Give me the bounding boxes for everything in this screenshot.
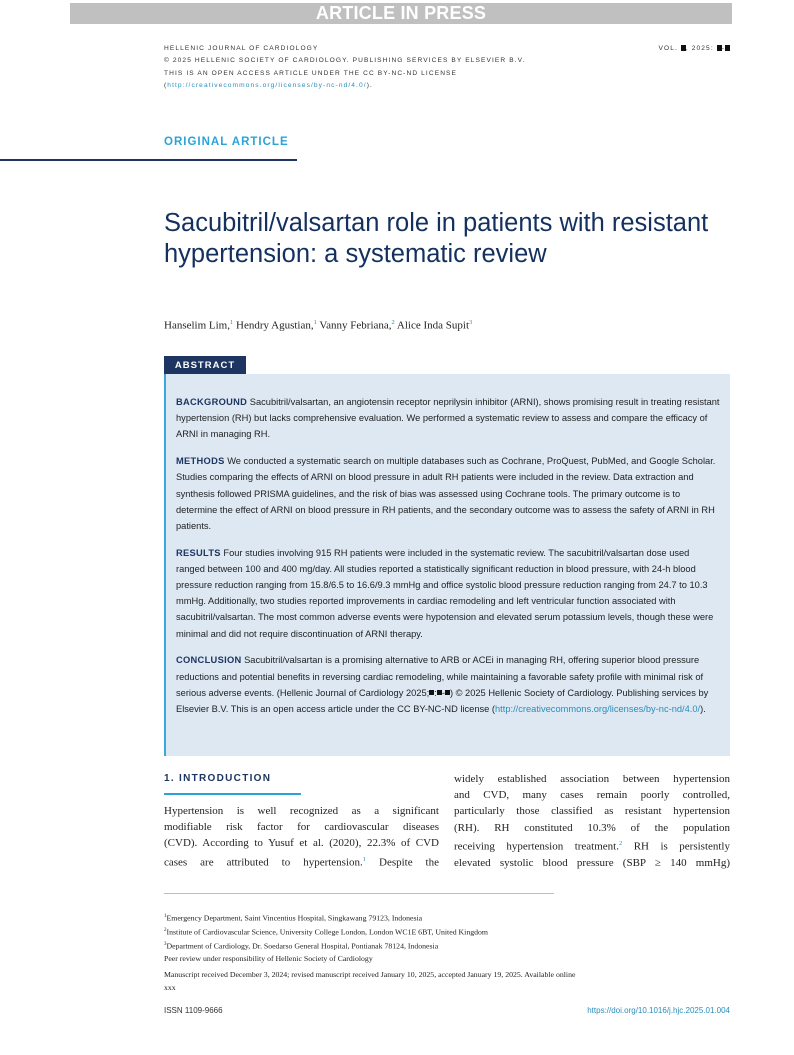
volume-info [659,43,730,55]
results-label: RESULTS [176,547,221,558]
text-line: modifiable risk factor for cardiovascular diseases [164,821,439,834]
introduction-left-column [164,803,439,870]
text-line: Hypertension is well recognized as a significant [164,805,439,817]
issn: ISSN 1109-9666 [164,1006,223,1015]
introduction-right-column [454,771,730,871]
author: Hanselim Lim, [164,319,230,332]
running-head [164,43,730,92]
footnote-number: 3 [164,942,167,947]
footnote-separator [164,893,554,894]
text-fragment: cases are attributed to hypertension. [164,856,363,869]
background-label: BACKGROUND [176,397,248,407]
text-line: particularly those classified as resistant hypertension [454,805,730,818]
license-link[interactable]: http://creativecommons.org/licenses/by-nc-nd/4.0/ [495,703,701,714]
text-line: (CVD). According to Yusuf et al. (2020), 22.3% of CVD [164,837,439,850]
footnote-text: Department of Cardiology, Dr. Soedarso General Hospital, Pontianak 78124, Indonesia [166,941,439,951]
footnote-text: Emergency Department, Saint Vincentius Hospital, Singkawang 79123, Indonesia [166,913,423,923]
placeholder-block [725,45,730,51]
reference-link[interactable]: 2 [618,839,623,847]
footnote-text: Institute of Cardiovascular Science, University College London, London WC1E 6BT, United Kingdom [166,927,488,937]
manuscript-dates [164,968,575,994]
affiliation-ref[interactable]: 1 [230,319,234,326]
introduction-rule [164,793,301,795]
affiliation-footnote [164,911,488,925]
volume-prefix: VOL. [658,45,678,52]
license-url-line [164,80,730,92]
text-line: widely established association between hypertension [454,773,730,785]
methods-label: METHODS [176,456,225,467]
citation-suffix: ) © 2025 Hellenic Society of Cardiology. Publishing services by Elsevier B.V. This is an open access article under the CC BY-NC-ND license ( [176,687,709,714]
footnote-number: 2 [164,928,167,933]
text-fragment: Despite the [366,856,439,869]
volume-dash: - [721,45,725,52]
abstract-background [176,394,720,443]
copyright-line: © 2025 HELLENIC SOCIETY OF CARDIOLOGY. PUBLISHING SERVICES BY ELSEVIER B.V. [164,57,526,65]
text-line: elevated systolic blood pressure (SBP ≥ 140 mmHg) [454,856,730,869]
background-text: Sacubitril/valsartan, an angiotensin receptor neprilysin inhibitor (ARNI), shows promising result in treating resistant hypertension (RH) but lacks comprehensive evaluation. We performed a systematic review to assess and compare the efficacy of ARNI in managing RH. [176,397,720,440]
license-line: THIS IS AN OPEN ACCESS ARTICLE UNDER THE CC BY-NC-ND LICENSE [164,69,458,77]
text-fragment: receiving hypertension treatment. [454,840,619,853]
footnote-number: 1 [164,914,167,919]
license-close: ). [700,703,706,714]
reference-link[interactable]: 1 [362,855,367,863]
text-line: and CVD, many cases remain poorly controlled, [454,789,730,802]
footnotes [164,911,488,965]
affiliation-footnote [164,925,488,939]
abstract-results [176,545,720,642]
text-fragment: RH is persistently [622,840,730,853]
conclusion-text: Sacubitril/valsartan is a promising alternative to ARB or ACEi in managing RH, offering superior blood pressure reductions and potential benefits in reversing cardiac remodeling, while maintaining a favorable safety profile with minimal risk of serious adverse events. [176,655,704,698]
paren-open: ( [164,81,168,89]
affiliation-ref[interactable]: 3 [469,319,473,326]
author: Alice Inda Supit [396,319,470,332]
citation-dash: - [441,687,445,698]
author-list [164,319,472,332]
paren-close: ). [366,81,373,89]
text-line: (RH). RH constituted 10.3% of the population [454,821,730,834]
author: Hendry Agustian, [236,319,314,332]
journal-name: HELLENIC JOURNAL OF CARDIOLOGY [164,45,319,52]
results-text: Four studies involving 915 RH patients were included in the systematic review. The sacubitril/valsartan dose used ranged between 100 and 400 mg/day. All studies reported a statistically significant reduction in blood pressure, with 24-h blood pressure reduction ranging from 15.8/6.5 to 16.6/9.3 mmHg and office systolic blood pressure reduction ranging from 24.7 to 10.3 mmHg. Additionally, two studies reported improvements in cardiac remodeling and left ventricular function associated with sacubitril/valsartan. The most common adverse events were hypotension and elevated serum potassium levels, though these were minimal and did not require discontinuation of ARNI therapy. [176,547,714,639]
author: Vanny Febriana, [319,319,392,332]
text-line [454,836,730,855]
abstract-tab: ABSTRACT [164,356,246,375]
affiliation-ref[interactable]: 2 [391,319,395,326]
abstract-conclusion [176,652,720,717]
manuscript-history: Manuscript received December 3, 2024; revised manuscript received January 10, 2025, accepted January 19, 2025. Available online [164,970,576,979]
abstract-methods [176,453,720,534]
peer-review-note: Peer review under responsibility of Hellenic Society of Cardiology [164,954,373,963]
online-date: xxx [164,983,176,992]
citation-prefix: (Hellenic Journal of Cardiology 2025; [274,687,430,698]
methods-text: We conducted a systematic search on multiple databases such as Cochrane, ProQuest, PubMed, and Google Scholar. Studies comparing the effects of ARNI on blood pressure in adult RH patients were included in the review. Data extraction and synthesis followed PRISMA guidelines, and the risk of bias was assessed using Cochrane tools. The primary outcome is to determine the effect of ARNI on blood pressure in RH patients, and the secondary outcome was to assess the safety of ARNI in RH patients. [176,456,716,531]
text-line [164,852,439,871]
introduction-heading: 1. INTRODUCTION [164,773,272,784]
doi-link[interactable]: https://doi.org/10.1016/j.hjc.2025.01.004 [587,1006,730,1015]
affiliation-ref[interactable]: 1 [313,319,317,326]
conclusion-label: CONCLUSION [176,655,242,666]
article-in-press-banner: ARTICLE IN PRESS [70,3,732,24]
article-title: Sacubitril/valsartan role in patients with resistant hypertension: a systematic review [164,209,709,268]
article-type-rule [0,159,297,161]
citation-colon: : [434,687,437,698]
affiliation-footnote [164,939,488,953]
volume-year: , 2025: [685,45,714,52]
article-type-label: ORIGINAL ARTICLE [164,136,289,148]
abstract-box [164,374,730,756]
license-link[interactable]: http://creativecommons.org/licenses/by-nc-nd/4.0/ [167,81,367,89]
